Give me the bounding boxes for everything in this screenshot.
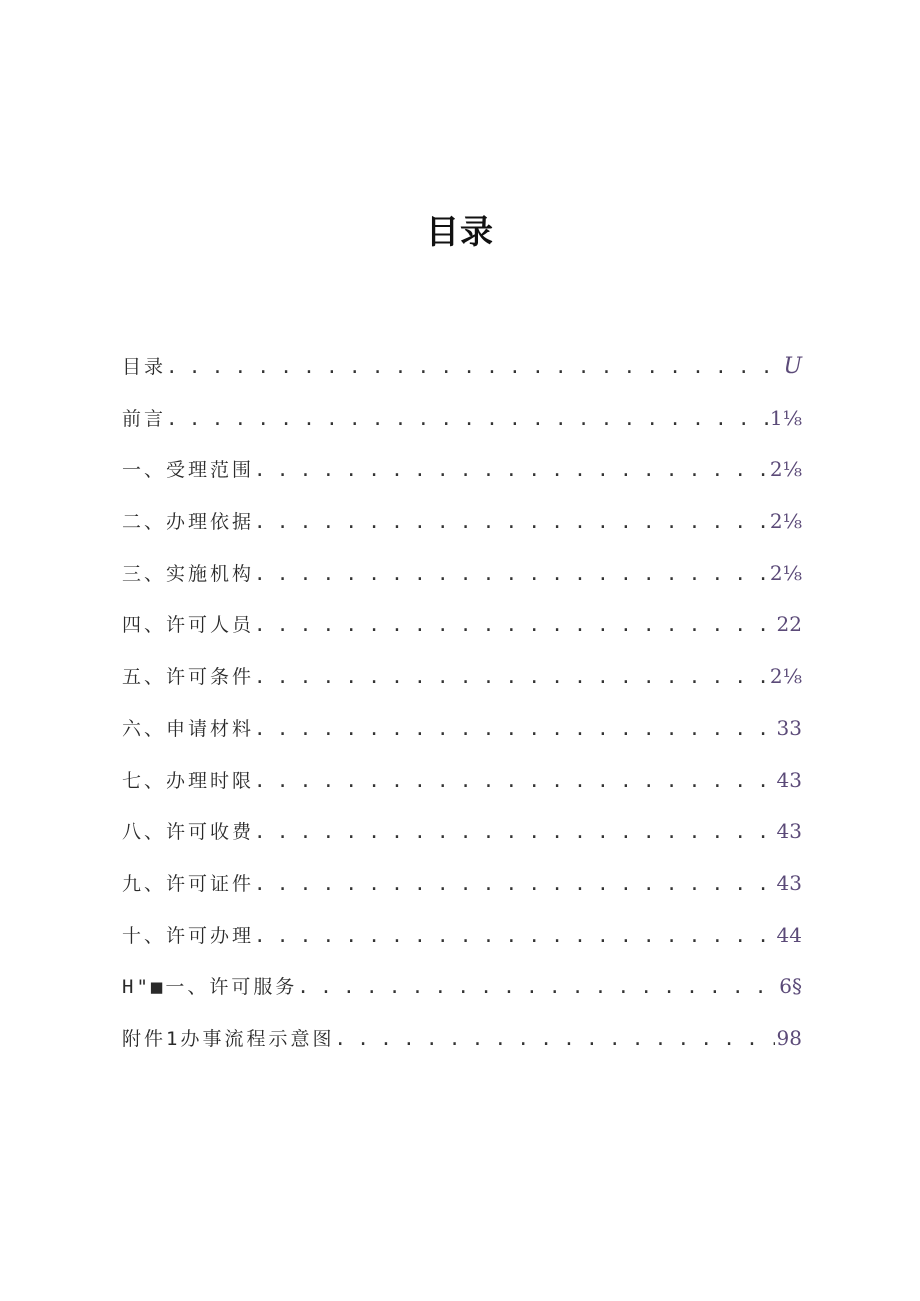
toc-entry-page: 2⅛	[769, 560, 802, 585]
toc-entry-page: 43	[776, 767, 802, 792]
toc-entry[interactable]	[122, 404, 802, 456]
toc-leader-dots	[254, 563, 768, 585]
toc-entry-label: 六、申请材料	[122, 717, 255, 740]
toc-leader-dots	[166, 356, 781, 378]
toc-entry[interactable]	[122, 455, 802, 507]
page-title: 目录	[426, 212, 494, 251]
toc-leader-dots	[254, 873, 775, 895]
toc-entry-page: U	[783, 354, 802, 379]
toc-entry-page: 98	[776, 1025, 802, 1050]
table-of-contents	[122, 352, 802, 1076]
toc-entry[interactable]	[122, 921, 802, 973]
toc-entry-label: 目录	[122, 356, 167, 378]
toc-entry[interactable]	[122, 352, 802, 404]
toc-entry-label: 七、办理时限	[122, 769, 255, 792]
toc-leader-dots	[254, 614, 775, 636]
toc-leader-dots	[254, 511, 768, 533]
toc-entry-page: 2⅛	[769, 509, 802, 534]
toc-leader-dots	[254, 821, 775, 843]
toc-leader-dots	[254, 925, 775, 947]
toc-entry-page: 6§	[779, 974, 802, 999]
toc-entry-label: H"■一、许可服务	[122, 976, 298, 999]
toc-entry[interactable]	[122, 662, 802, 714]
toc-entry-label: 九、许可证件	[122, 872, 255, 895]
toc-entry-label: 四、许可人员	[122, 614, 255, 637]
toc-entry-page: 43	[776, 819, 802, 844]
toc-entry-label: 五、许可条件	[122, 666, 255, 689]
toc-entry[interactable]	[122, 972, 802, 1024]
toc-entry[interactable]	[122, 559, 802, 611]
toc-leader-dots	[166, 408, 768, 430]
toc-leader-dots	[254, 459, 768, 481]
toc-entry[interactable]	[122, 610, 802, 662]
toc-entry-label: 附件1办事流程示意图	[122, 1027, 335, 1050]
toc-leader-dots	[254, 770, 775, 792]
toc-entry[interactable]	[122, 817, 802, 869]
toc-entry-page: 43	[776, 870, 802, 895]
toc-entry[interactable]	[122, 766, 802, 818]
toc-entry[interactable]	[122, 869, 802, 921]
toc-leader-dots	[254, 718, 775, 740]
toc-entry-page: 2⅛	[769, 664, 802, 689]
toc-leader-dots	[254, 666, 768, 688]
toc-entry[interactable]	[122, 507, 802, 559]
toc-entry[interactable]	[122, 714, 802, 766]
toc-leader-dots	[334, 1028, 774, 1050]
toc-entry-label: 十、许可办理	[122, 924, 255, 947]
toc-entry-page: 1⅛	[769, 405, 802, 430]
toc-entry-label: 八、许可收费	[122, 821, 255, 844]
toc-entry-page: 22	[776, 612, 802, 637]
toc-entry-page: 44	[776, 922, 802, 947]
toc-entry-label: 前言	[122, 407, 167, 430]
toc-entry-label: 二、办理依据	[122, 511, 255, 534]
toc-entry-label: 三、实施机构	[122, 562, 255, 585]
toc-entry-page: 33	[776, 715, 802, 740]
toc-leader-dots	[297, 976, 777, 998]
toc-entry-page: 2⅛	[769, 457, 802, 482]
toc-entry[interactable]	[122, 1024, 802, 1076]
toc-entry-label: 一、受理范围	[122, 459, 255, 482]
